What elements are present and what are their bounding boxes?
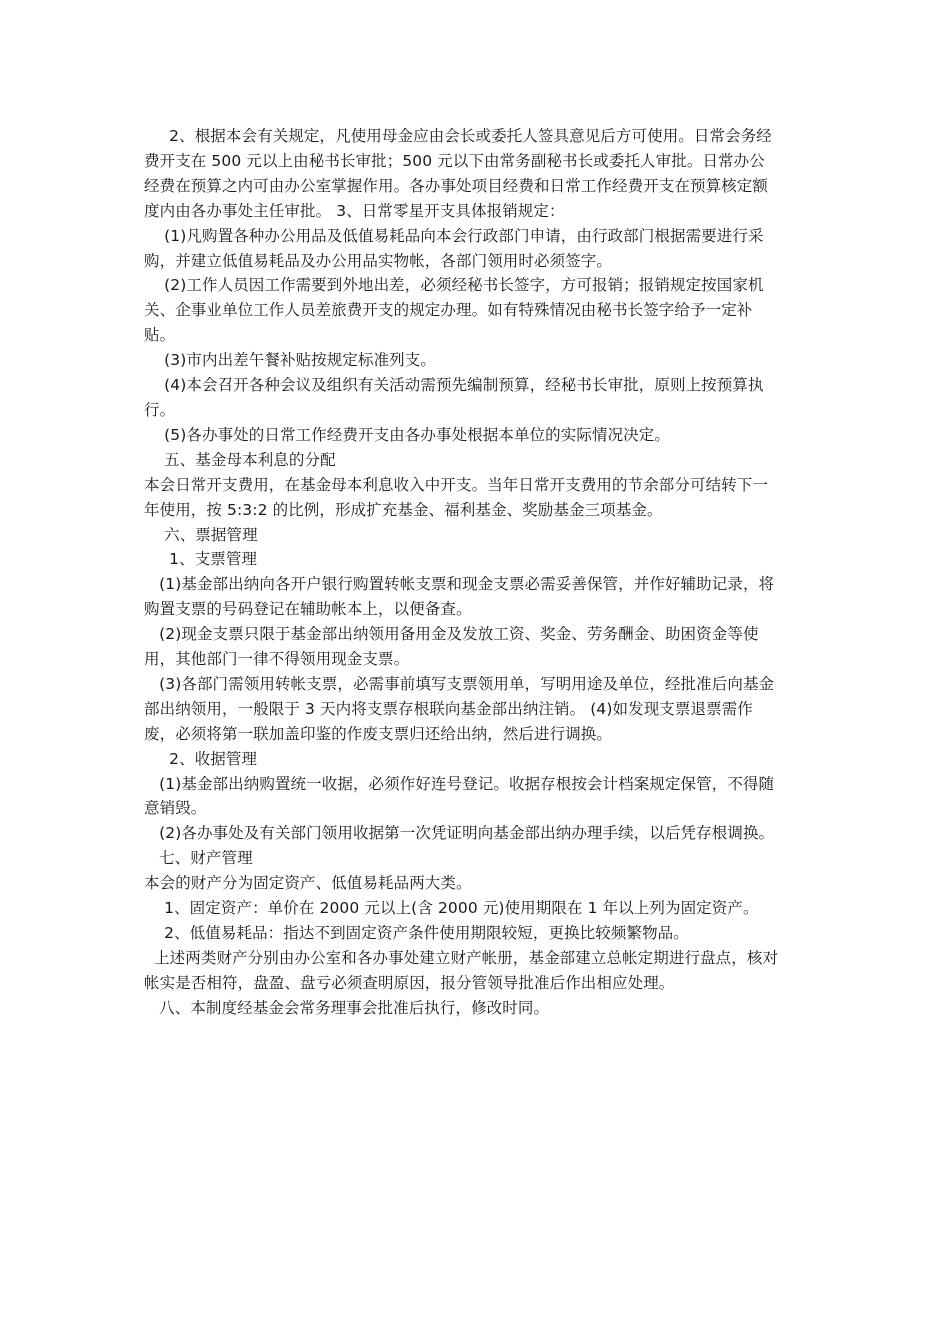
paragraph-property-ledger: 上述两类财产分别由办公室和各办事处建立财产帐册，基金部建立总帐定期进行盘点，核对帐实是否相符，盘盈、盘亏必须查明原因，报分管领导批准后作出相应处理。 (144, 948, 779, 992)
paragraph-office-expenses: (5)各办事处的日常工作经费开支由各办事处根据本单位的实际情况决定。 (144, 425, 670, 444)
subheading-receipt-management: 2、收据管理 (144, 749, 258, 768)
paragraph-lunch-allowance: (3)市内出差午餐补贴按规定标准列支。 (144, 351, 436, 370)
subheading-check-management: 1、支票管理 (144, 550, 258, 569)
paragraph-approval-rules: 2、根据本会有关规定，凡使用母金应由会长或委托人签具意见后方可使用。日常会务经费开支在 500 元以上由秘书长审批；500 元以下由常务副秘书长或委托人审批。日常办公经费在预算之内可由办公室掌握作用。各办事处项目经费和日常工作经费开支在预算核定额度内由各办事处主任审批。 3、日常零星开支具体报销规定： (144, 127, 772, 220)
paragraph-interest-distribution: 本会日常开支费用，在基金母本利息收入中开支。当年日常开支费用的节余部分可结转下一年使用，按 5:3:2 的比例，形成扩充基金、福利基金、奖励基金三项基金。 (144, 475, 769, 519)
section-heading-receipt-management: 六、票据管理 (144, 525, 258, 544)
paragraph-receipt-use: (2)各办事处及有关部门领用收据第一次凭证明向基金部出纳办理手续，以后凭存根调换。 (144, 824, 775, 843)
section-heading-effective-clause: 八、本制度经基金会常务理事会批准后执行，修改时同。 (144, 998, 550, 1017)
document-body (144, 124, 780, 1021)
paragraph-business-travel: (2)工作人员因工作需要到外地出差，必须经秘书长签字，方可报销；报销规定按国家机关、企事业单位工作人员差旅费开支的规定办理。如有特殊情况由秘书长签字给予一定补贴。 (144, 276, 764, 345)
paragraph-cash-check: (2)现金支票只限于基金部出纳领用备用金及发放工资、奖金、劳务酬金、助困资金等使用，其他部门一律不得领用现金支票。 (144, 625, 759, 669)
paragraph-property-categories: 本会的财产分为固定资产、低值易耗品两大类。 (144, 874, 472, 893)
paragraph-receipt-purchase: (1)基金部出纳购置统一收据，必须作好连号登记。收据存根按会计档案规定保管，不得随意销毁。 (144, 774, 775, 818)
paragraph-fixed-assets: 1、固定资产：单价在 2000 元以上(含 2000 元)使用期限在 1 年以上列为固定资产。 (144, 899, 759, 918)
paragraph-transfer-check: (3)各部门需领用转帐支票，必需事前填写支票领用单，写明用途及单位，经批准后向基金部出纳领用，一般限于 3 天内将支票存根联向基金部出纳注销。 (4)如发现支票退票需作废，必须将第一联加盖印鉴的作废支票归还给出纳，然后进行调换。 (144, 674, 775, 743)
paragraph-check-purchase: (1)基金部出纳向各开户银行购置转帐支票和现金支票必需妥善保管，并作好辅助记录，将购置支票的号码登记在辅助帐本上，以便备查。 (144, 575, 775, 619)
paragraph-low-value-consumables: 2、低值易耗品：指达不到固定资产条件使用期限较短，更换比较频繁物品。 (144, 924, 689, 942)
paragraph-meeting-budget: (4)本会召开各种会议及组织有关活动需预先编制预算，经秘书长审批，原则上按预算执行。 (144, 376, 764, 419)
paragraph-office-supplies: (1)凡购置各种办公用品及低值易耗品向本会行政部门申请，由行政部门根据需要进行采购，并建立低值易耗品及办公用品实物帐，各部门领用时必须签字。 (144, 226, 764, 270)
section-heading-property-management: 七、财产管理 (144, 849, 253, 868)
section-heading-interest-distribution: 五、基金母本利息的分配 (144, 450, 336, 469)
